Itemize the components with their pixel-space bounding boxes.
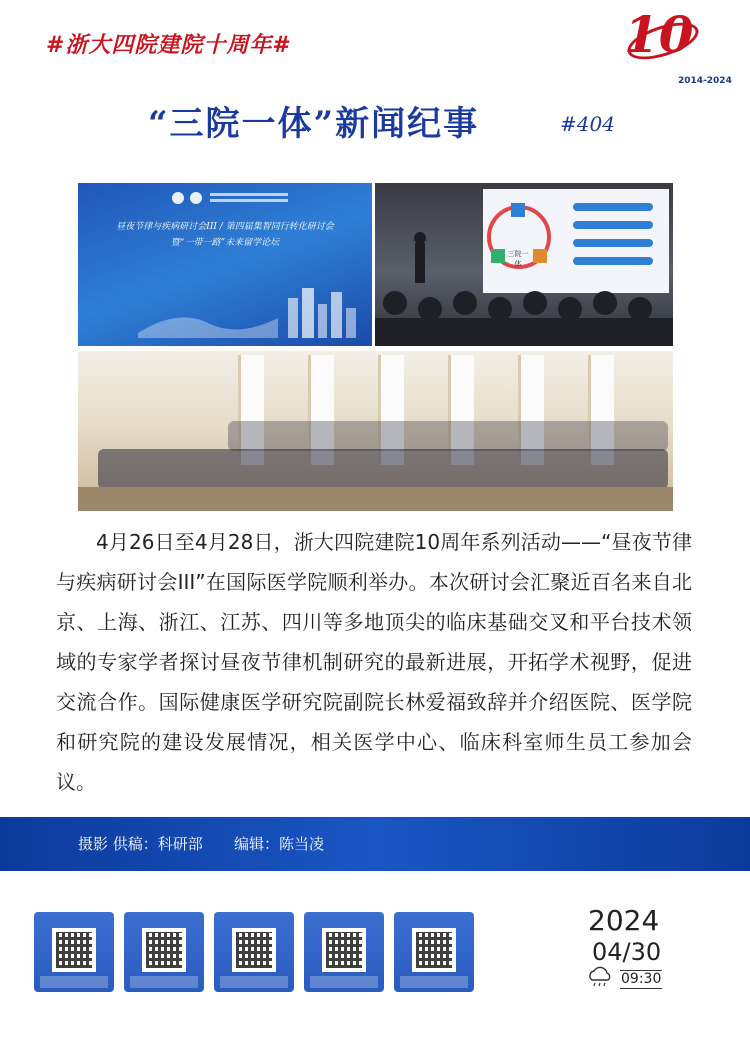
city-skyline-icon (138, 278, 368, 338)
conference-banner-photo (78, 183, 372, 346)
editor-credit: 编辑：陈当凌 (234, 835, 325, 853)
slide-center-label: 三院一体 (507, 250, 529, 268)
desk-row (78, 487, 673, 511)
qr-code-icon[interactable] (304, 912, 384, 992)
article-body: 4月26日至4月28日，浙大四院建院10周年系列活动——“昼夜节律与疾病研讨会III”在国际医学院顺利举办。本次研讨会汇聚近百名来自北京、上海、浙江、江苏、四川等多地顶尖的临床基础交叉和平台技术领域的专家学者探讨昼夜节律机制研究的最新进展，开拓学术视野，促进交流合作。国际健康医学研究院副院长林爱福致辞并介绍医院、医学院和研究院的建设发展情况，相关医学中心、临床科室师生员工参加会议。 (56, 530, 692, 794)
banner-logos-icon (170, 191, 290, 205)
publish-time: 09:30 (621, 971, 662, 987)
qr-code-icon[interactable] (214, 912, 294, 992)
cloud-rain-icon (586, 966, 614, 988)
publish-year: 2024 (588, 904, 660, 937)
banner-line-2: 暨“一带一路”未来留学论坛 (170, 238, 280, 248)
qr-code-icon[interactable] (34, 912, 114, 992)
issue-number: #404 (560, 112, 615, 136)
anniversary-logo (604, 5, 736, 90)
speaker-presentation-photo (375, 183, 673, 346)
audience-back-row (228, 421, 668, 451)
banner-line-1: 昼夜节律与疾病研讨会III / 第四届集智同行转化研讨会 (116, 222, 334, 232)
logo-numeral: 10 (624, 5, 694, 64)
logo-years: 2014-2024 (678, 76, 732, 86)
page-title: “三院一体”新闻纪事 (148, 104, 480, 144)
credit-bar (0, 817, 750, 871)
audience-silhouettes-icon (375, 183, 673, 346)
qr-code-icon[interactable] (124, 912, 204, 992)
audience-front-row (98, 449, 668, 489)
photo-credit: 摄影 供稿：科研部 (78, 835, 203, 853)
qr-code-icon[interactable] (394, 912, 474, 992)
group-audience-photo (78, 351, 673, 511)
publish-month-day: 04/30 (592, 938, 662, 966)
event-tag: #浙大四院建院十周年# (46, 32, 292, 58)
